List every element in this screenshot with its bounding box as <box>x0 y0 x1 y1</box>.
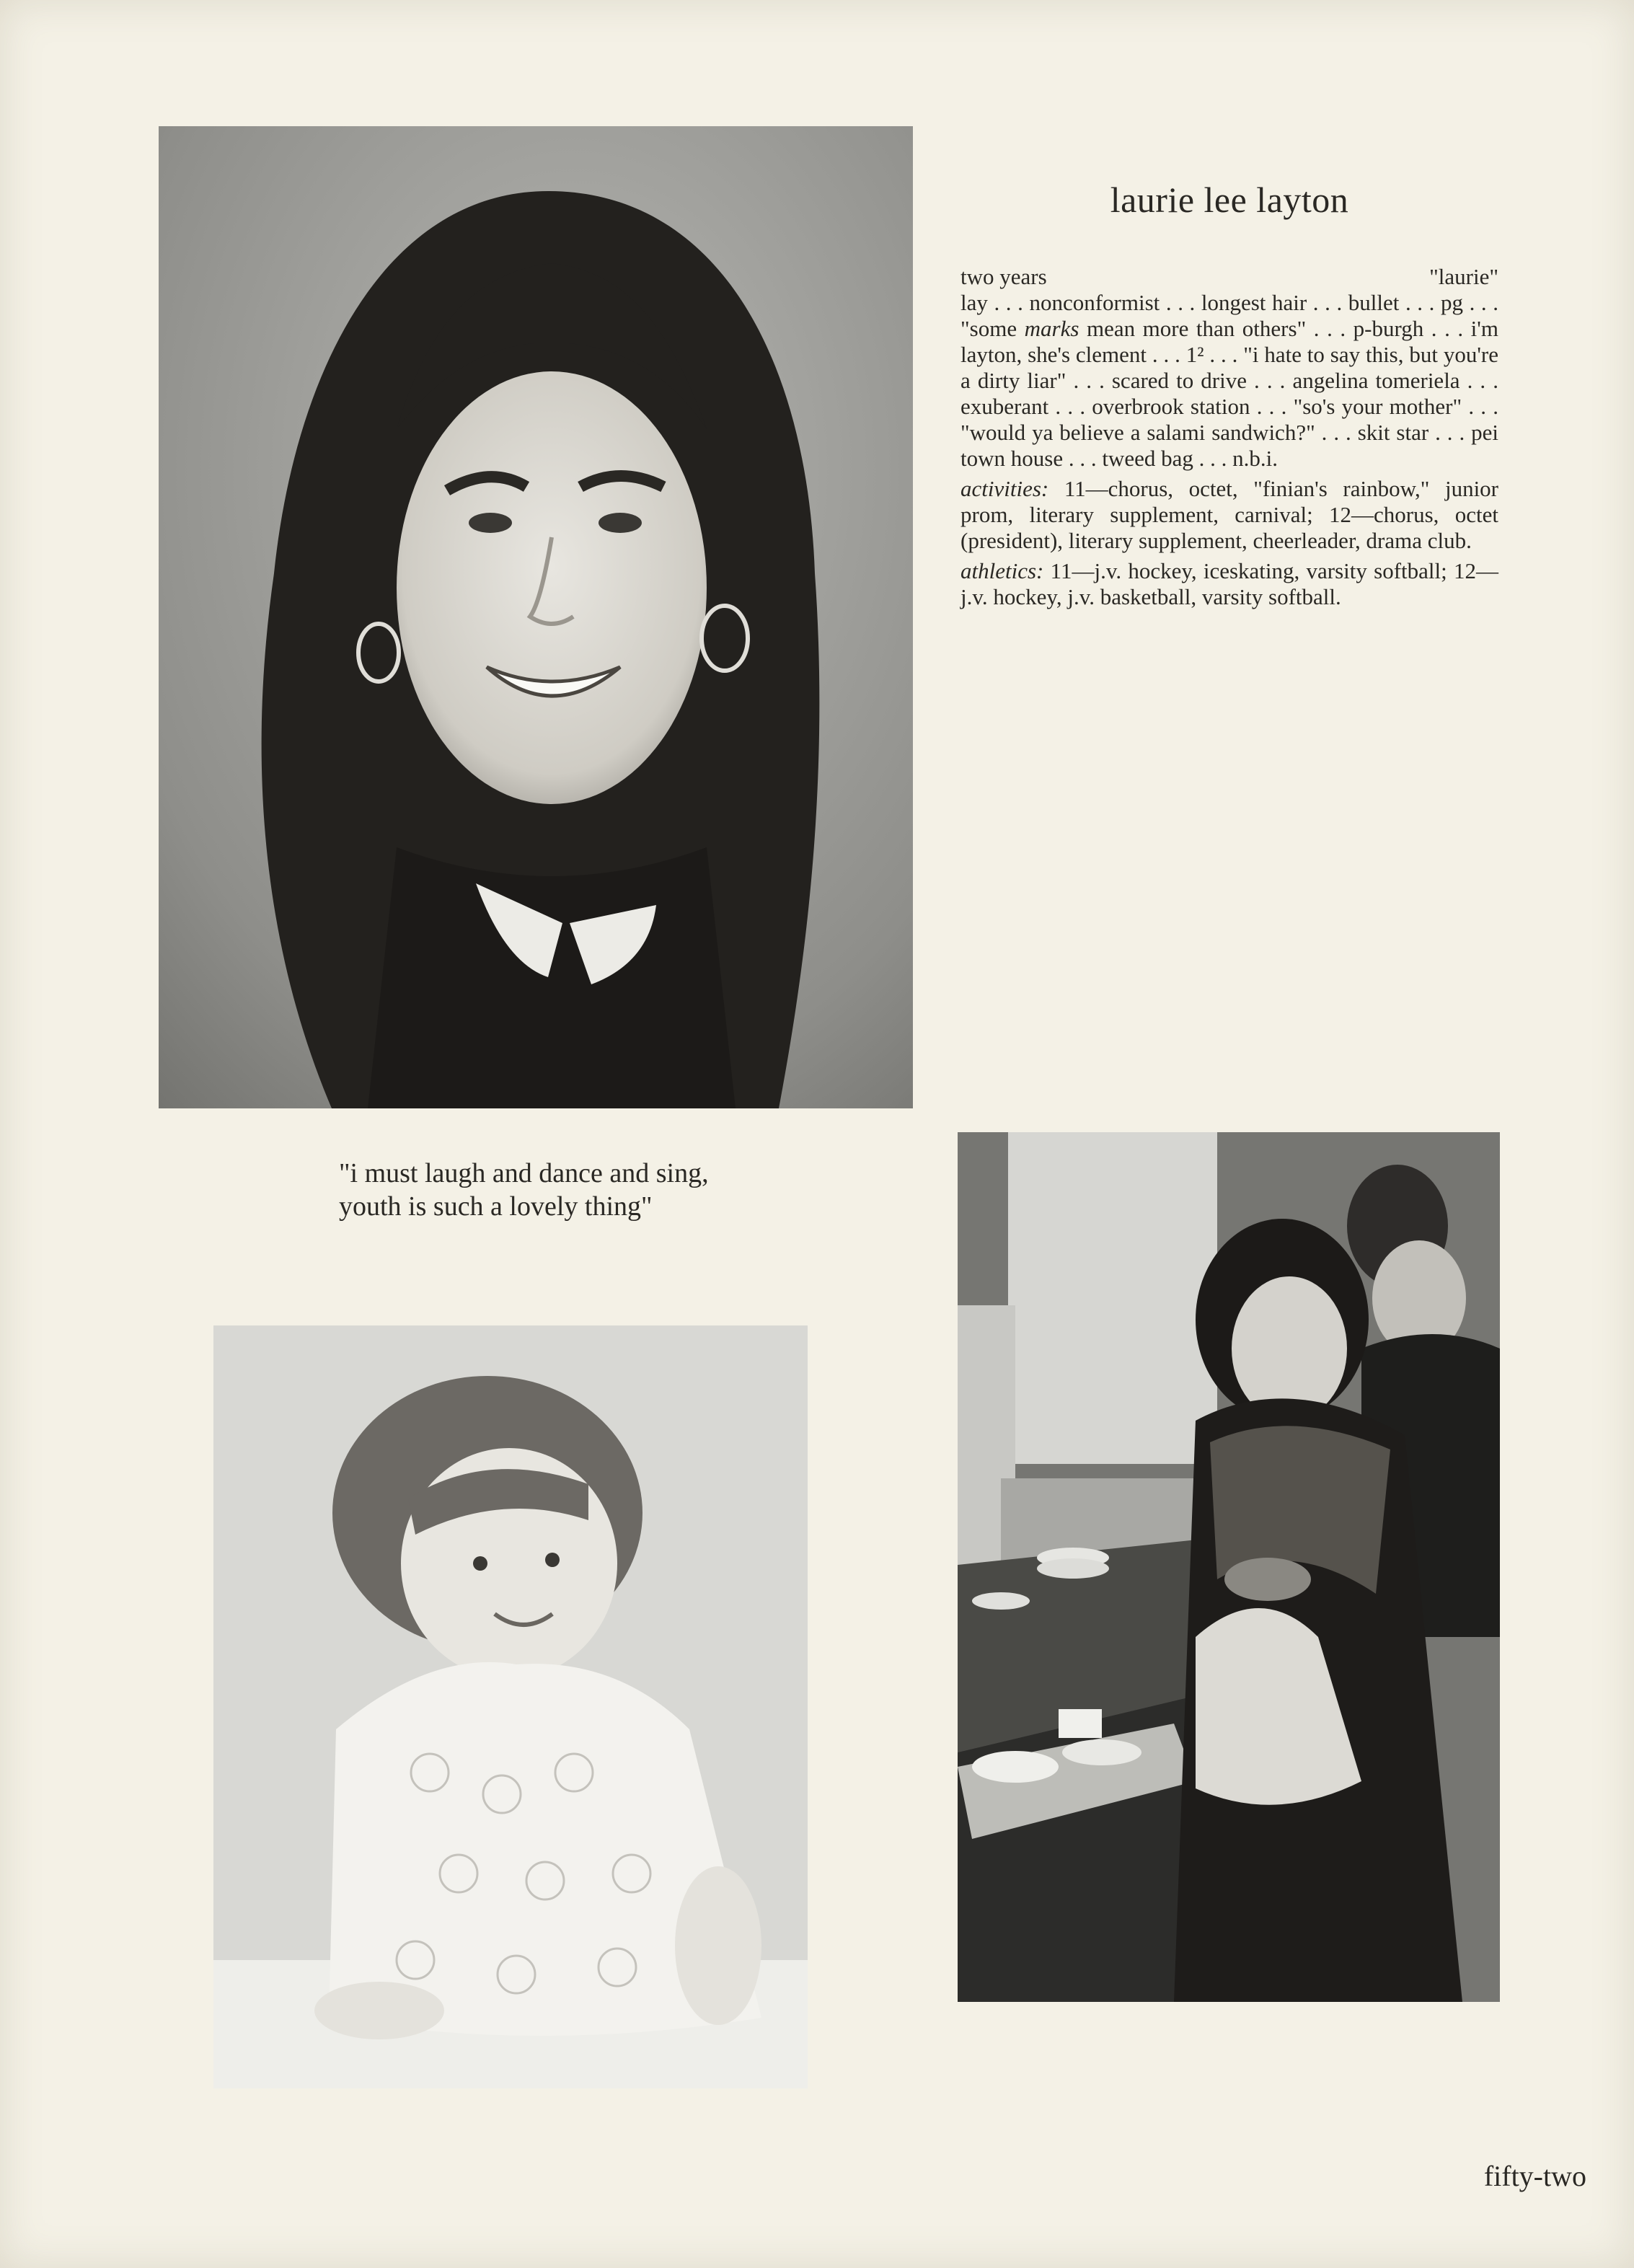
student-name: laurie lee layton <box>1110 180 1349 220</box>
cafeteria-candid-photo <box>958 1132 1500 2002</box>
athletics-text: 11—j.v. hockey, iceskating, varsity softball; 12—j.v. hockey, j.v. basketball, varsity softball. <box>960 558 1498 609</box>
baby-photo <box>213 1325 808 2088</box>
athletics-paragraph <box>960 558 1498 610</box>
activities-paragraph <box>960 476 1498 554</box>
quote-line-2: youth is such a lovely thing" <box>339 1191 653 1222</box>
bio-text-part2: mean more than others" . . . p-burgh . . . i'm layton, she's clement . . . 1² . . . "i hate to say this, but you're a dirty liar" . . . scared to drive . . . angelina tomeriela . . . exuberant . . . overbrook station . . . "so's your mother" . . . "would ya believe a salami sandwich?" . . . skit star . . . pei town house . . . tweed bag . . . n.b.i. <box>960 316 1498 471</box>
senior-portrait-photo <box>159 126 913 1108</box>
senior-bio <box>960 264 1498 610</box>
senior-quote <box>339 1157 800 1223</box>
athletics-label: athletics: <box>960 558 1044 583</box>
page-number: fifty-two <box>1483 2160 1586 2192</box>
years-attended: two years <box>960 264 1047 289</box>
bio-description <box>960 290 1498 472</box>
bio-marks-word: marks <box>1024 316 1079 341</box>
activities-text: 11—chorus, octet, "finian's rainbow," junior prom, literary supplement, carnival; 12—chorus, octet (president), literary supplement, cheerleader, drama club. <box>960 476 1498 553</box>
bio-text-part1: lay . . . nonconformist . . . longest hair . . . bullet . . . pg . . . "some <box>960 290 1498 341</box>
activities-label: activities: <box>960 476 1049 501</box>
bio-header <box>960 264 1498 290</box>
nickname: "laurie" <box>1429 264 1498 289</box>
quote-line-1: "i must laugh and dance and sing, <box>339 1158 709 1188</box>
